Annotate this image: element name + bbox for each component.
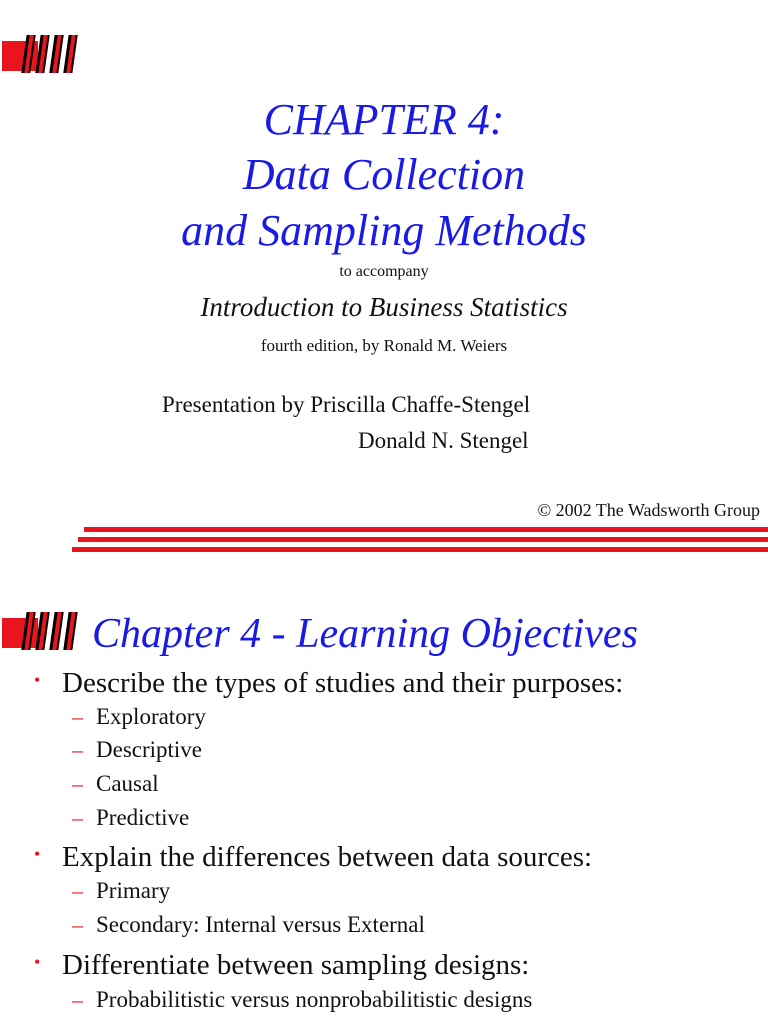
sub-item: – Probabilitistic versus nonprobabilitistic designs [72,987,533,1012]
dash-icon: – [72,771,83,796]
objectives-title: Chapter 4 - Learning Objectives [92,611,638,657]
sub-item: – Exploratory [72,704,206,729]
divider-stripe [78,537,768,542]
edition-text: fourth edition, by Ronald M. Weiers [260,336,508,355]
slide-logo [2,35,92,75]
dash-icon: – [72,805,83,830]
sub-item: – Secondary: Internal versus External [72,912,425,937]
presenter-line2: Donald N. Stengel [358,428,529,453]
dash-icon: – [72,912,83,937]
bullet-icon: • [34,952,41,972]
chapter-title: CHAPTER 4: [263,95,505,144]
dash-icon: – [72,878,83,903]
dash-icon: – [72,737,83,762]
divider-stripe [84,527,768,532]
objective-item: • Differentiate between sampling designs: [34,949,530,981]
book-title: Introduction to Business Statistics [200,292,568,322]
sub-item: – Causal [72,771,159,796]
chapter-subtitle-line2: and Sampling Methods [181,206,587,255]
sub-item: – Descriptive [72,737,203,762]
dash-icon: – [72,704,83,729]
bullet-icon: • [34,844,41,864]
presenter-line1: Presentation by Priscilla Chaffe-Stengel [162,392,531,417]
bullet-icon: • [34,670,41,690]
slide-logo [2,612,92,652]
accompany-text: to accompany [339,263,429,280]
sub-item: – Primary [72,878,171,903]
objective-item: • Describe the types of studies and their purposes: [34,667,624,699]
sub-item: – Predictive [72,805,190,830]
objective-item: • Explain the differences between data sources: [34,841,593,873]
dash-icon: – [72,987,83,1012]
chapter-subtitle-line1: Data Collection [242,150,526,199]
copyright: © 2002 The Wadsworth Group [537,500,760,520]
divider-stripe [72,547,768,552]
